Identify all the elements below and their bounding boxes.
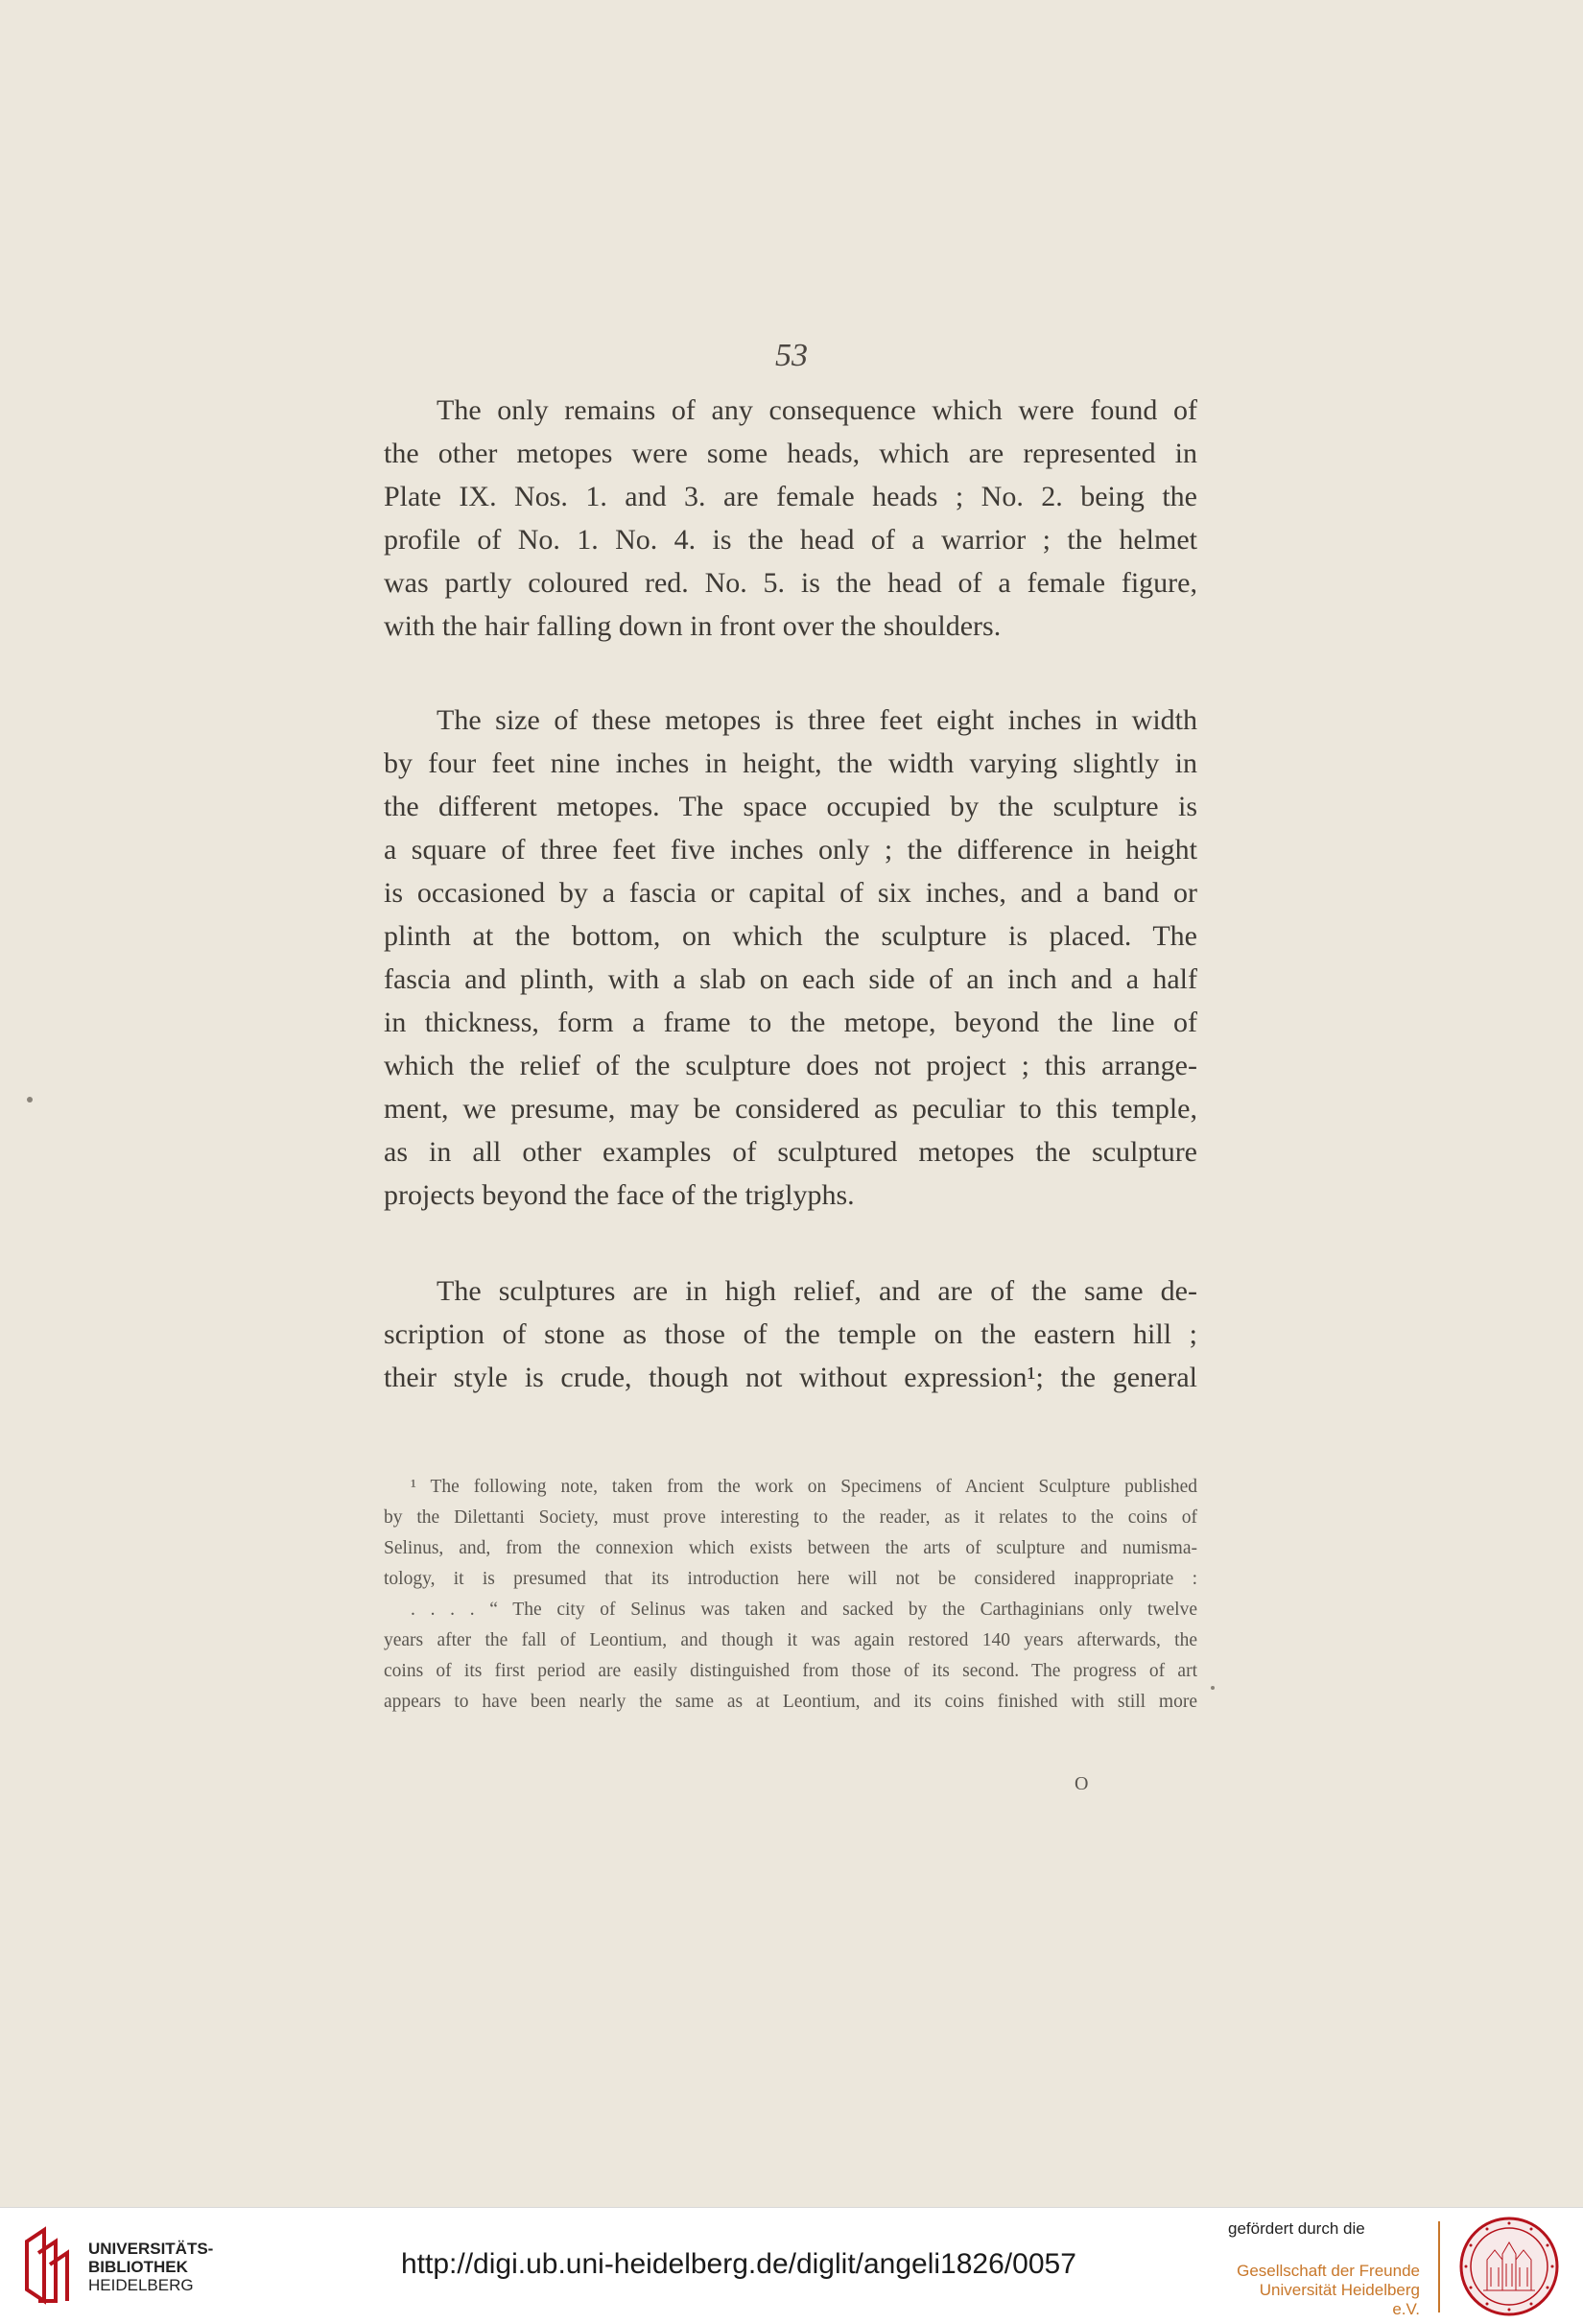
text-line: the other metopes were some heads, which are represented in	[384, 438, 1197, 469]
text-line: The sculptures are in high relief, and are of the same de-	[437, 1275, 1197, 1307]
text-line: The only remains of any consequence which were found of	[437, 394, 1197, 426]
text-line: projects beyond the face of the triglyphs.	[384, 1179, 855, 1211]
text-line: scription of stone as those of the temple on the eastern hill ;	[384, 1318, 1197, 1350]
footnote-line: by the Dilettanti Society, must prove interesting to the reader, as it relates to the coins of	[384, 1507, 1197, 1528]
sponsor-name-line: Gesellschaft der Freunde	[1237, 2262, 1420, 2280]
paragraph-2	[384, 699, 1197, 1217]
text-line: with the hair falling down in front over the shoulders.	[384, 610, 1002, 642]
text-line: which the relief of the sculpture does not project ; this arrange-	[384, 1050, 1197, 1081]
sponsor-name[interactable]	[1228, 2262, 1420, 2319]
text-line: fascia and plinth, with a slab on each side of an inch and a half	[384, 963, 1197, 995]
divider	[1438, 2221, 1440, 2312]
library-name-line: BIBLIOTHEK	[88, 2258, 188, 2276]
footnote-block	[384, 1472, 1197, 1718]
footnote-line: tology, it is presumed that its introduction here will not be considered inappropriate :	[384, 1569, 1197, 1589]
text-line: in thickness, form a frame to the metope, beyond the line of	[384, 1007, 1197, 1038]
text-line: their style is crude, though not without expression¹; the general	[384, 1362, 1197, 1393]
signature-mark: O	[1075, 1773, 1089, 1794]
text-line: a square of three feet five inches only ; the difference in height	[384, 834, 1197, 866]
text-line: plinth at the bottom, on which the sculpture is placed. The	[384, 920, 1197, 952]
library-name[interactable]	[88, 2240, 213, 2294]
text-line: ment, we presume, may be considered as peculiar to this temple,	[384, 1093, 1197, 1125]
library-name-line: UNIVERSITÄTS-	[88, 2240, 214, 2258]
footnote-line: ¹ The following note, taken from the work on Specimens of Ancient Sculpture published	[411, 1477, 1197, 1497]
text-line: was partly coloured red. No. 5. is the head of a female figure,	[384, 567, 1197, 599]
sponsor-name-line: Universität Heidelberg e.V.	[1259, 2281, 1420, 2318]
footer-banner	[0, 2207, 1583, 2324]
paragraph-3	[384, 1269, 1197, 1399]
text-line: Plate IX. Nos. 1. and 3. are female heads ; No. 2. being the	[384, 481, 1197, 512]
text-line: the different metopes. The space occupied by the sculpture is	[384, 791, 1197, 822]
margin-speck	[1211, 1686, 1215, 1690]
text-line: is occasioned by a fascia or capital of six inches, and a band or	[384, 877, 1197, 909]
text-line: profile of No. 1. No. 4. is the head of a warrior ; the helmet	[384, 524, 1197, 556]
university-seal-icon[interactable]	[1458, 2216, 1560, 2317]
paragraph-1	[384, 389, 1197, 648]
margin-speck	[27, 1097, 33, 1103]
text-line: by four feet nine inches in height, the width varying slightly in	[384, 747, 1197, 779]
footnote-line: . . . . “ The city of Selinus was taken and sacked by the Carthaginians only twelve	[411, 1600, 1197, 1620]
page-number: 53	[775, 338, 808, 373]
library-name-line: HEIDELBERG	[88, 2276, 194, 2294]
text-line: The size of these metopes is three feet eight inches in width	[437, 704, 1197, 736]
sponsor-label: gefördert durch die	[1228, 2219, 1365, 2238]
permalink-url[interactable]: http://digi.ub.uni-heidelberg.de/diglit/angeli1826/0057	[401, 2248, 1076, 2280]
footnote-line: coins of its first period are easily distinguished from those of its second. The progress of art	[384, 1661, 1197, 1681]
footnote-line: Selinus, and, from the connexion which exists between the arts of sculpture and numisma-	[384, 1538, 1197, 1558]
text-line: as in all other examples of sculptured metopes the sculpture	[384, 1136, 1197, 1168]
footnote-line: years after the fall of Leontium, and though it was again restored 140 years afterwards, the	[384, 1630, 1197, 1650]
library-logo-icon[interactable]	[19, 2222, 77, 2309]
footnote-line: appears to have been nearly the same as at Leontium, and its coins finished with still more	[384, 1692, 1197, 1712]
